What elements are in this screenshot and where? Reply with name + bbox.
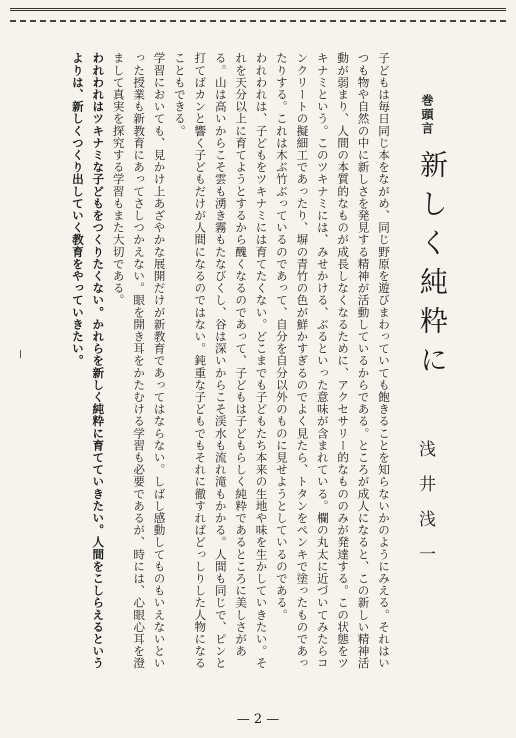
page-title: 新しく純粋に	[416, 150, 449, 384]
paragraph: 子どもは毎日同じ本をながめ、同じ野原を遊びまわっていても飽きることを知らないかのようにみえる。それはいつも物や自然の中に新しさを発見する精神が活動しているからである。ところが成人になると、この新しい精神活動が弱まり、人間の本質的なものが成長しなくなるために、アクセサリー的なもののみが発達する。この状態をツキナミという。このツキナミには、みせかける、ぶるといった意味が含まれている。欄の丸太に近づいてみたらコンクリートの擬細工であったり、塀の青竹の色が鮮かすぎるのでよく見たら、トタンをペンキで塗ったものであったりする。これは木ぶ竹ぶっているのであって、自分を自分以外のものに見せようとしているのである。	[274, 52, 391, 670]
page-number: — 2 —	[236, 712, 280, 727]
paragraph-conclusion: われわれはツキナミな子どもをつくりたくない。かれらを新しく純粋に育てていきたい。人間をこしらえるというよりは、新しくつくり出していく教育をやっていきたい。	[70, 52, 106, 670]
paragraph: 学習においても、見かけ上あざやかな展開だけが新教育であってはならない。しばし感動してものもいえないといった授業も新教育にあってさしつかえない。眼を開き耳をかたむける学習も必要であるが、時には、心眼心耳を澄まして真実を探究する学習もまた大切である。	[111, 52, 167, 670]
essay-body	[22, 52, 394, 672]
paragraph: われわれは、子どもをツキナミには育てたくない。どこまでも子どもたち本来の生地や味を生かしていきたい。それを天分以上に育てようとするから醜くなるのであって、子どもは子どもらしく純粋であるところに美しさがある。山は高いからこそ雲も湧き霧もたなびくし、谷は深いからこそ渓水も流れ滝もかかる。人間も同じで、ピンと打てばカンと響く子どもだけが人間になるのではない。鈍重な子どもでもそれに徹すればどっしりした人物になることもできる。	[172, 52, 269, 670]
decorative-top-border	[10, 8, 506, 22]
margin-mark	[20, 350, 21, 358]
section-label: 巻頭言	[420, 94, 434, 136]
author-name: 浅井浅一	[415, 440, 435, 580]
